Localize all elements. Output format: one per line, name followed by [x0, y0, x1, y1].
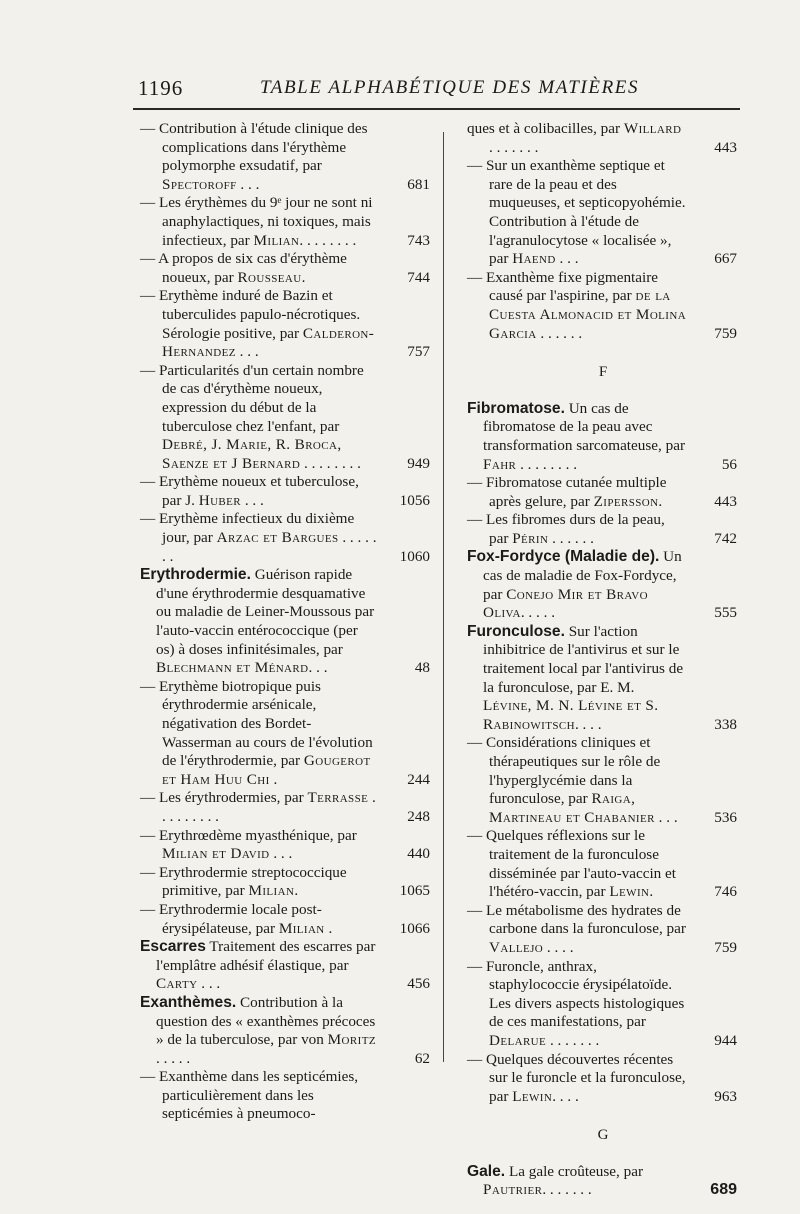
entry-description: — Particularités d'un certain nombre de cas d'érythème noueux, expression du début de la tuberculose chez l'enfant, par — [140, 361, 364, 435]
page-reference: 56 — [721, 455, 737, 473]
entry-description: — Erythrœdème myasthénique, par — [140, 826, 357, 844]
entry-author: Milian — [248, 882, 295, 900]
index-subentry — [467, 269, 739, 343]
page-reference: 744 — [407, 268, 430, 286]
entry-description: — Erythrodermie streptococcique primitive, par — [140, 863, 347, 900]
page-reference: 443 — [714, 492, 737, 510]
entry-description: — Contribution à l'étude clinique des complications dans l'érythème polymorphe exsudatif, par — [140, 120, 368, 175]
entry-author: Lévine, M. N. Lévine et S. Rabinowitsch — [483, 697, 659, 733]
leader-dots: . . . — [308, 659, 328, 677]
index-subentry — [467, 827, 739, 901]
entry-text — [140, 864, 432, 901]
index-subentry — [140, 510, 432, 566]
entry-author: Raiga, Martineau et Chabanier — [489, 790, 655, 826]
index-topic-entry — [140, 938, 432, 994]
entry-author: Spectoroff — [162, 175, 237, 193]
page-reference: 440 — [407, 845, 430, 863]
entry-text — [140, 901, 432, 938]
index-subentry — [140, 473, 432, 510]
page-header — [138, 72, 738, 112]
entry-author: Moritz — [327, 1031, 376, 1049]
entry-description: — Exanthème dans les septicémies, particulièrement dans les septicémies à pneumoco- — [140, 1068, 359, 1123]
entry-description: — Considérations cliniques et thérapeutiques sur le rôle de l'hyperglycémie dans la furonculose, par — [467, 734, 661, 808]
entry-author: Delarue — [489, 1031, 547, 1049]
leader-dots: . . . . . . — [536, 324, 583, 342]
page-reference: 963 — [714, 1087, 737, 1105]
page-reference: 759 — [714, 324, 737, 342]
index-subentry — [467, 511, 739, 548]
entry-author: Arzac et Bargues — [216, 529, 339, 547]
leader-dots: . . . . . . . — [162, 529, 377, 565]
leader-dots: . — [301, 268, 306, 286]
page-reference: 555 — [714, 604, 737, 622]
section-letter: G — [597, 1127, 609, 1144]
page-reference: 244 — [407, 770, 430, 788]
leader-dots: . . . — [269, 845, 293, 863]
entry-text — [140, 510, 432, 566]
page-reference: 1060 — [399, 547, 430, 565]
entry-author: Huber — [198, 491, 242, 509]
page-reference: 536 — [714, 808, 737, 826]
index-subentry — [467, 734, 739, 827]
right-column — [467, 120, 739, 1200]
entry-description: — Le métabolisme des hydrates de carbone dans la furonculose, par — [467, 901, 686, 938]
entry-description: — Furoncle, anthrax, staphylococcie érysipélatoïde. Les divers aspects histologiques de ces manifestations, par — [467, 957, 685, 1031]
entry-description: Traitement des escarres par l'emplâtre adhésif élastique, par — [156, 938, 376, 974]
leader-dots: . — [294, 882, 299, 900]
entry-description: — Quelques découvertes récentes sur le furoncle et la furonculose, par — [467, 1050, 686, 1105]
entry-author: Gougerot et Ham Huu Chi — [162, 752, 371, 788]
entry-description: — Sur un exanthème septique et rare de la peau et des muqueuses, et septicopyohémie. Contribution à l'étude de l'agranulocytose « localisée », par — [467, 157, 686, 268]
entry-author: Fahr — [483, 455, 517, 473]
entry-text — [140, 473, 432, 510]
page-reference: 248 — [407, 807, 430, 825]
page-reference: 949 — [407, 454, 430, 472]
entry-text — [467, 269, 739, 343]
page-reference: 1065 — [399, 882, 430, 900]
index-subentry — [140, 1068, 432, 1124]
index-subentry — [467, 958, 739, 1051]
entry-description: — Erythrodermie locale post-érysipélateuse, par — [140, 900, 322, 937]
index-subentry — [467, 474, 739, 511]
index-subentry — [140, 678, 432, 790]
page-reference: 746 — [714, 883, 737, 901]
index-topic-entry — [467, 1163, 739, 1200]
entry-description: — Erythème biotropique puis érythrodermie arsénicale, négativation des Bordet-Wasserman au cours de l'évolution de l'érythrodermie, par — [140, 677, 373, 770]
entry-author: Debré, J. Marie, R. Broca, Saenze et J Bernard — [162, 436, 342, 472]
page-reference: 667 — [714, 250, 737, 268]
page-number: 1196 — [138, 76, 184, 100]
entry-text — [140, 362, 432, 474]
entry-description: — A propos de six cas d'érythème noueux, par — [140, 250, 347, 286]
leader-dots: . — [324, 919, 333, 937]
entry-author: Willard — [623, 120, 682, 137]
entry-author: Milian — [278, 919, 325, 937]
entry-text — [467, 902, 739, 958]
index-topic-entry — [467, 400, 739, 474]
entry-description: — Exanthème fixe pigmentaire causé par l'aspirine, par — [467, 268, 659, 305]
header-rule — [133, 108, 740, 110]
entry-text — [467, 120, 739, 157]
entry-author: Rousseau — [237, 268, 302, 286]
entry-author: Zipersson — [593, 492, 659, 510]
page-reference: 1066 — [399, 919, 430, 937]
entry-author: Blechmann et Ménard — [156, 659, 309, 677]
leader-dots: . . . . — [543, 938, 574, 956]
page-reference: 689 — [710, 1181, 737, 1199]
entry-text — [140, 1068, 432, 1124]
entry-description: — Quelques réflexions sur le traitement de la furonculose disséminée par l'auto-vaccin et l'hétéro-vaccin, par — [467, 827, 677, 901]
index-subentry — [140, 362, 432, 474]
entry-description: — Erythème induré de Bazin et tuberculides papulo-nécrotiques. Sérologie positive, par — [140, 287, 361, 342]
entry-description: Un cas de maladie de Fox-Fordyce, par — [483, 548, 682, 603]
entry-author: Milian et David — [162, 845, 270, 863]
entry-description: — Fibromatose cutanée multiple après gelure, par — [467, 474, 667, 510]
section-letter: F — [598, 364, 608, 381]
entry-author: Lewin — [609, 883, 650, 901]
entry-description: — Les érythrodermies, par — [140, 789, 308, 807]
index-topic-entry — [467, 548, 739, 622]
index-subentry — [140, 287, 432, 361]
entry-text — [467, 1051, 739, 1107]
index-topic-entry — [467, 623, 739, 735]
index-subentry — [140, 194, 432, 250]
page-reference: 757 — [407, 343, 430, 361]
entry-author: Milian — [253, 231, 300, 249]
leader-dots: . . . — [236, 175, 260, 193]
page-reference: 742 — [714, 529, 737, 547]
entry-text — [140, 566, 432, 678]
index-subentry — [467, 157, 739, 269]
leader-dots: . . . . — [552, 1087, 579, 1105]
entry-author: de la Cuesta Almonacid et Molina Garcia — [489, 287, 687, 342]
index-subentry — [140, 864, 432, 901]
entry-text — [467, 400, 739, 474]
leader-dots: . . . . . . . . — [299, 231, 357, 249]
page-reference: 759 — [714, 938, 737, 956]
index-subentry — [467, 120, 739, 157]
entry-text — [140, 789, 432, 826]
entry-text — [467, 548, 739, 622]
index-subentry — [467, 1051, 739, 1107]
leader-dots: . . . . . . . — [546, 1031, 600, 1049]
entry-text — [467, 734, 739, 827]
page-reference: 443 — [714, 138, 737, 156]
page-reference: 944 — [714, 1031, 737, 1049]
entry-text — [467, 474, 739, 511]
leader-dots: . . . — [555, 250, 579, 268]
entry-headword: Gale. — [467, 1162, 506, 1180]
entry-text — [140, 194, 432, 250]
left-column — [140, 120, 432, 1124]
entry-text — [467, 511, 739, 548]
leader-dots: . — [658, 492, 663, 510]
leader-dots: . . . . — [574, 715, 602, 733]
leader-dots: . — [269, 770, 278, 788]
entry-text — [467, 623, 739, 735]
page-reference: 681 — [407, 175, 430, 193]
entry-description: Sur l'action inhibitrice de l'antivirus et sur le traitement local par l'antivirus de la furonculose, par E. M. — [483, 622, 684, 696]
entry-author: Calderon-Hernandez — [162, 324, 375, 361]
entry-headword: Exanthèmes. — [140, 993, 237, 1011]
entry-author: Vallejo — [489, 938, 544, 956]
index-subentry — [140, 789, 432, 826]
entry-description: Contribution à la question des « exanthèmes précoces » de la tuberculose, par von — [156, 993, 376, 1049]
leader-dots: . . . — [197, 975, 221, 993]
leader-dots: . . . . . — [520, 604, 555, 622]
leader-dots: . . . . . . . . . — [162, 789, 376, 825]
entry-text — [467, 958, 739, 1051]
entry-text — [140, 938, 432, 994]
entry-text — [467, 1163, 739, 1200]
entry-text — [467, 827, 739, 901]
index-subentry — [140, 120, 432, 194]
index-subentry — [467, 902, 739, 958]
entry-text — [140, 827, 432, 864]
entry-headword: Fibromatose. — [467, 399, 565, 417]
entry-author: Haend — [512, 250, 556, 268]
entry-description: — Les érythèmes du 9ᵉ jour ne sont ni anaphylactiques, ni toxiques, mais infectieux, par — [140, 194, 373, 249]
entry-description: La gale croûteuse, par — [505, 1162, 644, 1180]
leader-dots: . . . — [654, 808, 678, 826]
page-reference: 456 — [407, 975, 430, 993]
entry-description: Un cas de fibromatose de la peau avec transformation sarcomateuse, par — [483, 399, 685, 454]
leader-dots: . . . . . . — [548, 529, 594, 547]
entry-author: Carty — [156, 975, 198, 993]
leader-dots: . . . — [235, 343, 259, 361]
entry-text — [140, 994, 432, 1068]
page-reference: 743 — [407, 231, 430, 249]
leader-dots: . . . — [241, 491, 264, 509]
entry-author: Périn — [512, 529, 549, 547]
entry-text — [140, 678, 432, 790]
page-reference: 338 — [714, 715, 737, 733]
page-reference: 1056 — [399, 491, 430, 509]
entry-description: Guérison rapide d'une érythrodermie desquamative ou maladie de Leiner-Moussous par l'auto-vaccin entérococcique (per os) à doses infinitésimales, par — [156, 566, 375, 658]
leader-dots: . — [649, 883, 654, 901]
page-reference: 48 — [414, 659, 430, 677]
entry-text — [140, 120, 432, 194]
entry-description: — Les fibromes durs de la peau, par — [467, 511, 665, 547]
entry-headword: Fox-Fordyce (Maladie de). — [467, 548, 660, 566]
entry-description: — Erythème noueux et tuberculose, par J. — [140, 473, 359, 509]
entry-description: ques et à colibacilles, par — [467, 120, 624, 137]
leader-dots: . . . . . — [156, 1049, 191, 1067]
page-reference: 62 — [414, 1049, 430, 1067]
leader-dots: . . . . . . . — [489, 138, 539, 156]
entry-text — [467, 157, 739, 269]
running-title: TABLE ALPHABÉTIQUE DES MATIÈRES — [260, 77, 640, 98]
leader-dots: . . . . . . . — [542, 1181, 592, 1199]
column-divider — [443, 132, 444, 1062]
entry-author: Conejo Mir et Bravo Oliva — [483, 585, 648, 622]
index-subentry — [140, 250, 432, 287]
index-topic-entry — [140, 566, 432, 678]
entry-description: — Erythème infectieux du dixième jour, par — [140, 510, 355, 547]
entry-headword: Furonculose. — [467, 622, 565, 640]
index-topic-entry — [140, 994, 432, 1068]
leader-dots: . . . . . . . . — [300, 454, 361, 472]
entry-author: Lewin — [512, 1087, 553, 1105]
entry-headword: Escarres — [140, 938, 206, 956]
entry-text — [140, 250, 432, 287]
index-subentry — [140, 901, 432, 938]
index-subentry — [140, 827, 432, 864]
entry-text — [140, 287, 432, 361]
leader-dots: . . . . . . . . — [516, 455, 578, 473]
entry-author: Terrasse — [307, 789, 369, 807]
entry-author: Pautrier — [483, 1181, 543, 1199]
entry-headword: Erythrodermie. — [140, 566, 251, 584]
